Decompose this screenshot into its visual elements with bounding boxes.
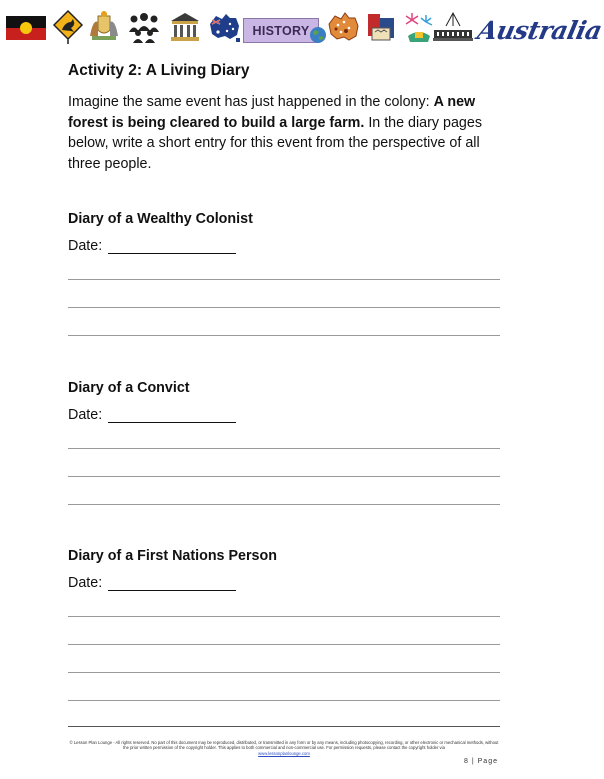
writing-line[interactable] [68, 476, 500, 477]
aboriginal-art-map-icon [326, 10, 360, 44]
museum-icon [168, 10, 202, 44]
page-number: 8 | Page [464, 758, 498, 765]
diary-wealthy-colonist-title: Diary of a Wealthy Colonist [68, 211, 253, 227]
page-number-value: 8 [464, 758, 469, 765]
date-label: Date: [68, 238, 103, 254]
aboriginal-flag-icon [6, 16, 46, 40]
diary-convict-date [68, 407, 236, 423]
people-group-icon [126, 10, 162, 44]
writing-line[interactable] [68, 448, 500, 449]
writing-line[interactable] [68, 616, 500, 617]
date-label: Date: [68, 407, 103, 423]
parliament-house-icon [432, 10, 474, 44]
diary-first-nations-date [68, 575, 236, 591]
activity-title: Activity 2: A Living Diary [68, 62, 250, 79]
diary-first-nations-title: Diary of a First Nations Person [68, 548, 277, 564]
kangaroo-road-sign-icon [53, 10, 83, 44]
writing-line[interactable] [68, 307, 500, 308]
writing-line[interactable] [68, 700, 500, 701]
copyright-notice [68, 740, 500, 756]
writing-line[interactable] [68, 504, 500, 505]
history-label: HISTORY [243, 18, 319, 43]
australian-flag-map-icon [206, 10, 242, 44]
date-input-line[interactable] [108, 407, 236, 423]
diary-wealthy-colonist-date [68, 238, 236, 254]
intro-text-start: Imagine the same event has just happened in the colony: [68, 94, 434, 110]
header-banner [0, 6, 604, 46]
date-input-line[interactable] [108, 238, 236, 254]
coat-of-arms-icon [86, 10, 122, 44]
footer-divider [68, 726, 500, 727]
diary-convict-title: Diary of a Convict [68, 380, 190, 396]
writing-line[interactable] [68, 672, 500, 673]
date-label: Date: [68, 575, 103, 591]
fireworks-celebration-icon [402, 10, 436, 44]
website-link[interactable]: www.lessonplanlounge.com [258, 750, 310, 756]
writing-line[interactable] [68, 279, 500, 280]
intro-text-end: In the diary pages below, write a short entry for this event from the perspective of all three people. [68, 114, 482, 172]
date-input-line[interactable] [108, 575, 236, 591]
intro-text-bold: A new forest is being cleared to build a large farm. [68, 94, 476, 131]
history-books-icon [364, 10, 398, 44]
globe-icon [309, 26, 327, 44]
page-label: Page [477, 758, 498, 765]
activity-instructions [68, 92, 504, 174]
australia-wordmark: Australia [474, 16, 604, 45]
copyright-text: © Lesson Plan Lounge - All rights reserved. No part of this document may be reproduced, distributed, or transmitted in any form or by any means, including photocopying, recording, or other electronic or mechanical methods, without the prior written permission of the copyright holder. This applies to both commercial and non-commercial use. For permission requests, please contact the copyright holder via [69, 740, 499, 751]
writing-line[interactable] [68, 644, 500, 645]
writing-line[interactable] [68, 335, 500, 336]
